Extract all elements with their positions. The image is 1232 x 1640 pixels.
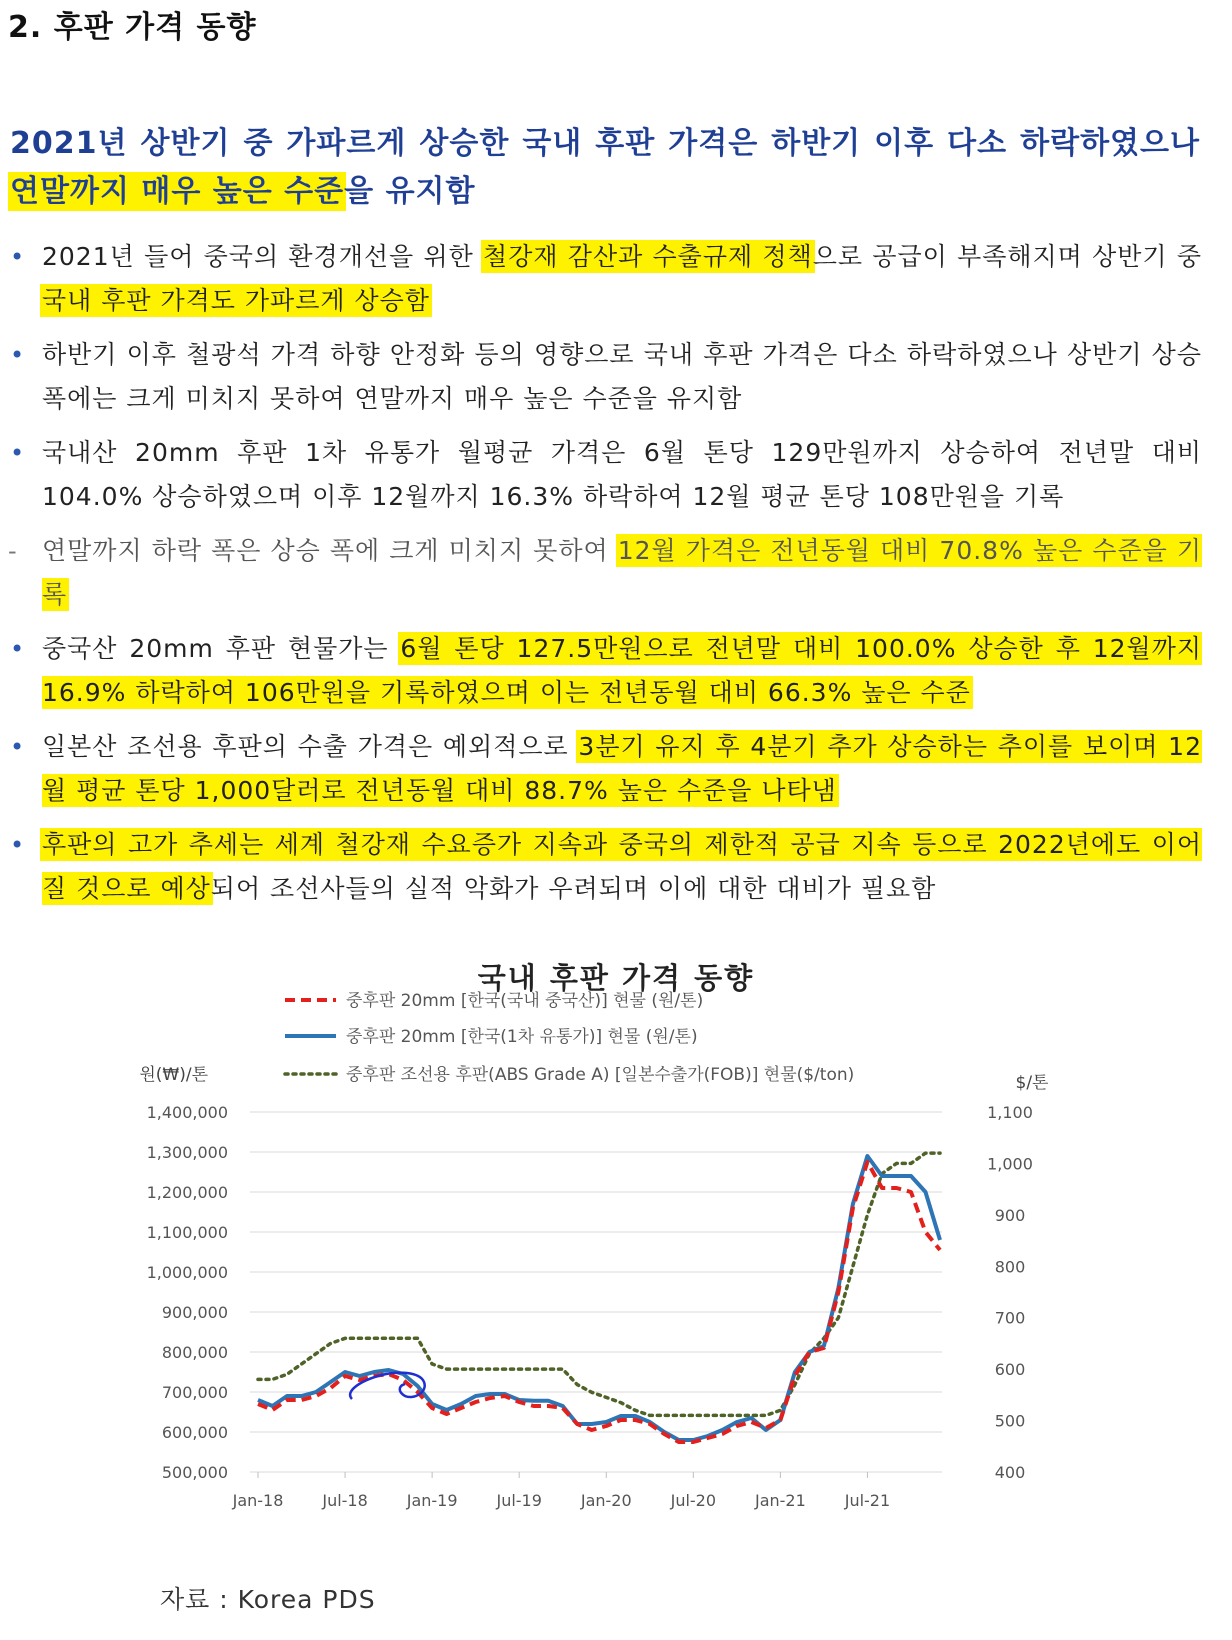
list-item-text [42, 431, 1202, 519]
section-title: 2. 후판 가격 동향 [8, 10, 257, 45]
y-left-tick-label: 1,000,000 [146, 1263, 228, 1282]
highlight-run: 3분기 유지 후 4분기 추가 상승하는 추이를 보이며 12월 평균 톤당 1,000달러로 전년동월 대비 88.7% 높은 수준을 나타냄 [42, 732, 1202, 805]
text-run: 중국산 20mm 후판 현물가는 [42, 634, 401, 663]
y-left-tick-label: 900,000 [161, 1303, 228, 1322]
series-line-2 [258, 1156, 940, 1440]
legend-label: 중후판 20mm [한국(국내 중국산)] 현물 (원/톤) [346, 991, 704, 1011]
x-tick-label: Jul-19 [496, 1491, 542, 1510]
y-axis-left [147, 1103, 228, 1482]
highlight-run: 후판의 고가 추세는 세계 철강재 수요증가 지속과 중국의 제한적 공급 지속 등으로 2022년에도 이어질 것으로 예상 [42, 830, 1202, 903]
series-line-1 [258, 1162, 940, 1442]
y-right-tick-label: 400 [994, 1463, 1026, 1482]
bullet-marker: • [10, 341, 25, 369]
text-run: 되어 조선사들의 실적 악화가 우려되며 이에 대한 대비가 필요함 [210, 874, 937, 903]
legend-label: 중후판 20mm [한국(1차 유통가)] 현물 (원/톤) [346, 1027, 698, 1047]
text-run: 으로 공급이 부족해지며 상반기 중 [812, 242, 1203, 271]
chart-series [258, 1153, 940, 1442]
y-right-tick-label: 1,100 [987, 1103, 1033, 1122]
highlight-run: 철강재 감산과 수출규제 정책 [483, 242, 813, 271]
list-item-text [42, 235, 1202, 323]
dash-marker: - [8, 537, 17, 565]
x-axis [232, 1472, 891, 1510]
chart-legend [285, 990, 854, 1085]
y-right-tick-label: 900 [994, 1205, 1026, 1225]
headline-part3: 을 유지함 [344, 174, 476, 209]
y-left-tick-label: 1,100,000 [146, 1223, 228, 1242]
x-tick-label: Jan-19 [406, 1491, 458, 1510]
bullet-marker: • [10, 439, 25, 467]
bullet-marker: • [10, 733, 25, 761]
list-item-text [42, 725, 1202, 813]
bullet-marker: • [10, 243, 25, 271]
y-left-tick-label: 600,000 [161, 1423, 228, 1442]
list-item-text [42, 333, 1202, 421]
x-tick-label: Jan-18 [232, 1491, 284, 1510]
x-tick-label: Jul-21 [844, 1491, 891, 1510]
list-item-text [42, 529, 1202, 617]
text-run: 2021년 들어 중국의 환경개선을 위한 [42, 242, 484, 271]
text-run: 일본산 조선용 후판의 수출 가격은 예외적으로 [42, 732, 579, 761]
y-right-tick-label: 700 [994, 1308, 1026, 1328]
price-trend-chart [0, 991, 1232, 1570]
bullet-marker: • [10, 635, 25, 663]
highlight-run: 12월 가격은 전년동월 대비 70.8% 높은 수준을 기록 [42, 536, 1202, 609]
y-left-tick-label: 800,000 [161, 1343, 228, 1362]
text-run: 국내산 20mm 후판 1차 유통가 월평균 가격은 6월 톤당 129만원까지 상승하여 전년말 대비 104.0% 상승하였으며 이후 12월까지 16.3% 하락하여 12월 평균 톤당 108만원을 기록 [42, 438, 1202, 511]
y-left-tick-label: 700,000 [161, 1383, 228, 1402]
y-left-tick-label: 500,000 [161, 1463, 228, 1482]
text-run: 하반기 이후 철광석 가격 하향 안정화 등의 영향으로 국내 후판 가격은 다소 하락하였으나 상반기 상승 폭에는 크게 미치지 못하여 연말까지 매우 높은 수준을 유지함 [42, 340, 1202, 413]
headline-part1: 2021년 상반기 중 가파르게 상승한 국내 후판 가격은 하반기 이후 다소 하락하였으나 [10, 126, 1200, 161]
y-left-tick-label: 1,400,000 [146, 1103, 228, 1122]
bullet-marker: • [10, 831, 25, 859]
y-right-tick-label: 1,000 [987, 1154, 1033, 1174]
list-item-text [42, 627, 1202, 715]
y-axis-right-label: $/톤 [1015, 1073, 1049, 1093]
y-right-tick-label: 600 [994, 1360, 1026, 1380]
highlight-run: 국내 후판 가격도 가파르게 상승함 [42, 286, 430, 315]
legend-label: 중후판 조선용 후판(ABS Grade A) [일본수출가(FOB)] 현물($/ton) [346, 1065, 855, 1085]
highlight-run: 6월 톤당 127.5만원으로 전년말 대비 100.0% 상승한 후 12월까지 16.9% 하락하여 106만원을 기록하였으며 이는 전년동월 대비 66.3% 높은 수준 [42, 634, 1202, 707]
y-axis-right [987, 1103, 1033, 1482]
x-tick-label: Jul-20 [670, 1491, 717, 1510]
x-tick-label: Jan-21 [754, 1491, 806, 1510]
x-tick-label: Jul-18 [322, 1491, 368, 1510]
headline [10, 120, 1200, 216]
source-note: 자료 : Korea PDS [160, 1585, 376, 1614]
chart-title: 국내 후판 가격 동향 [477, 961, 755, 995]
y-left-tick-label: 1,300,000 [146, 1143, 228, 1162]
text-run: 연말까지 하락 폭은 상승 폭에 크게 미치지 못하여 [42, 536, 618, 565]
y-right-tick-label: 500 [994, 1411, 1026, 1431]
headline-highlight: 연말까지 매우 높은 수준 [10, 174, 345, 209]
list-item-text [42, 823, 1202, 911]
y-axis-left-label: 원(₩)/톤 [139, 1065, 208, 1085]
x-tick-label: Jan-20 [580, 1491, 632, 1510]
y-right-tick-label: 800 [994, 1257, 1026, 1277]
y-left-tick-label: 1,200,000 [146, 1183, 228, 1202]
